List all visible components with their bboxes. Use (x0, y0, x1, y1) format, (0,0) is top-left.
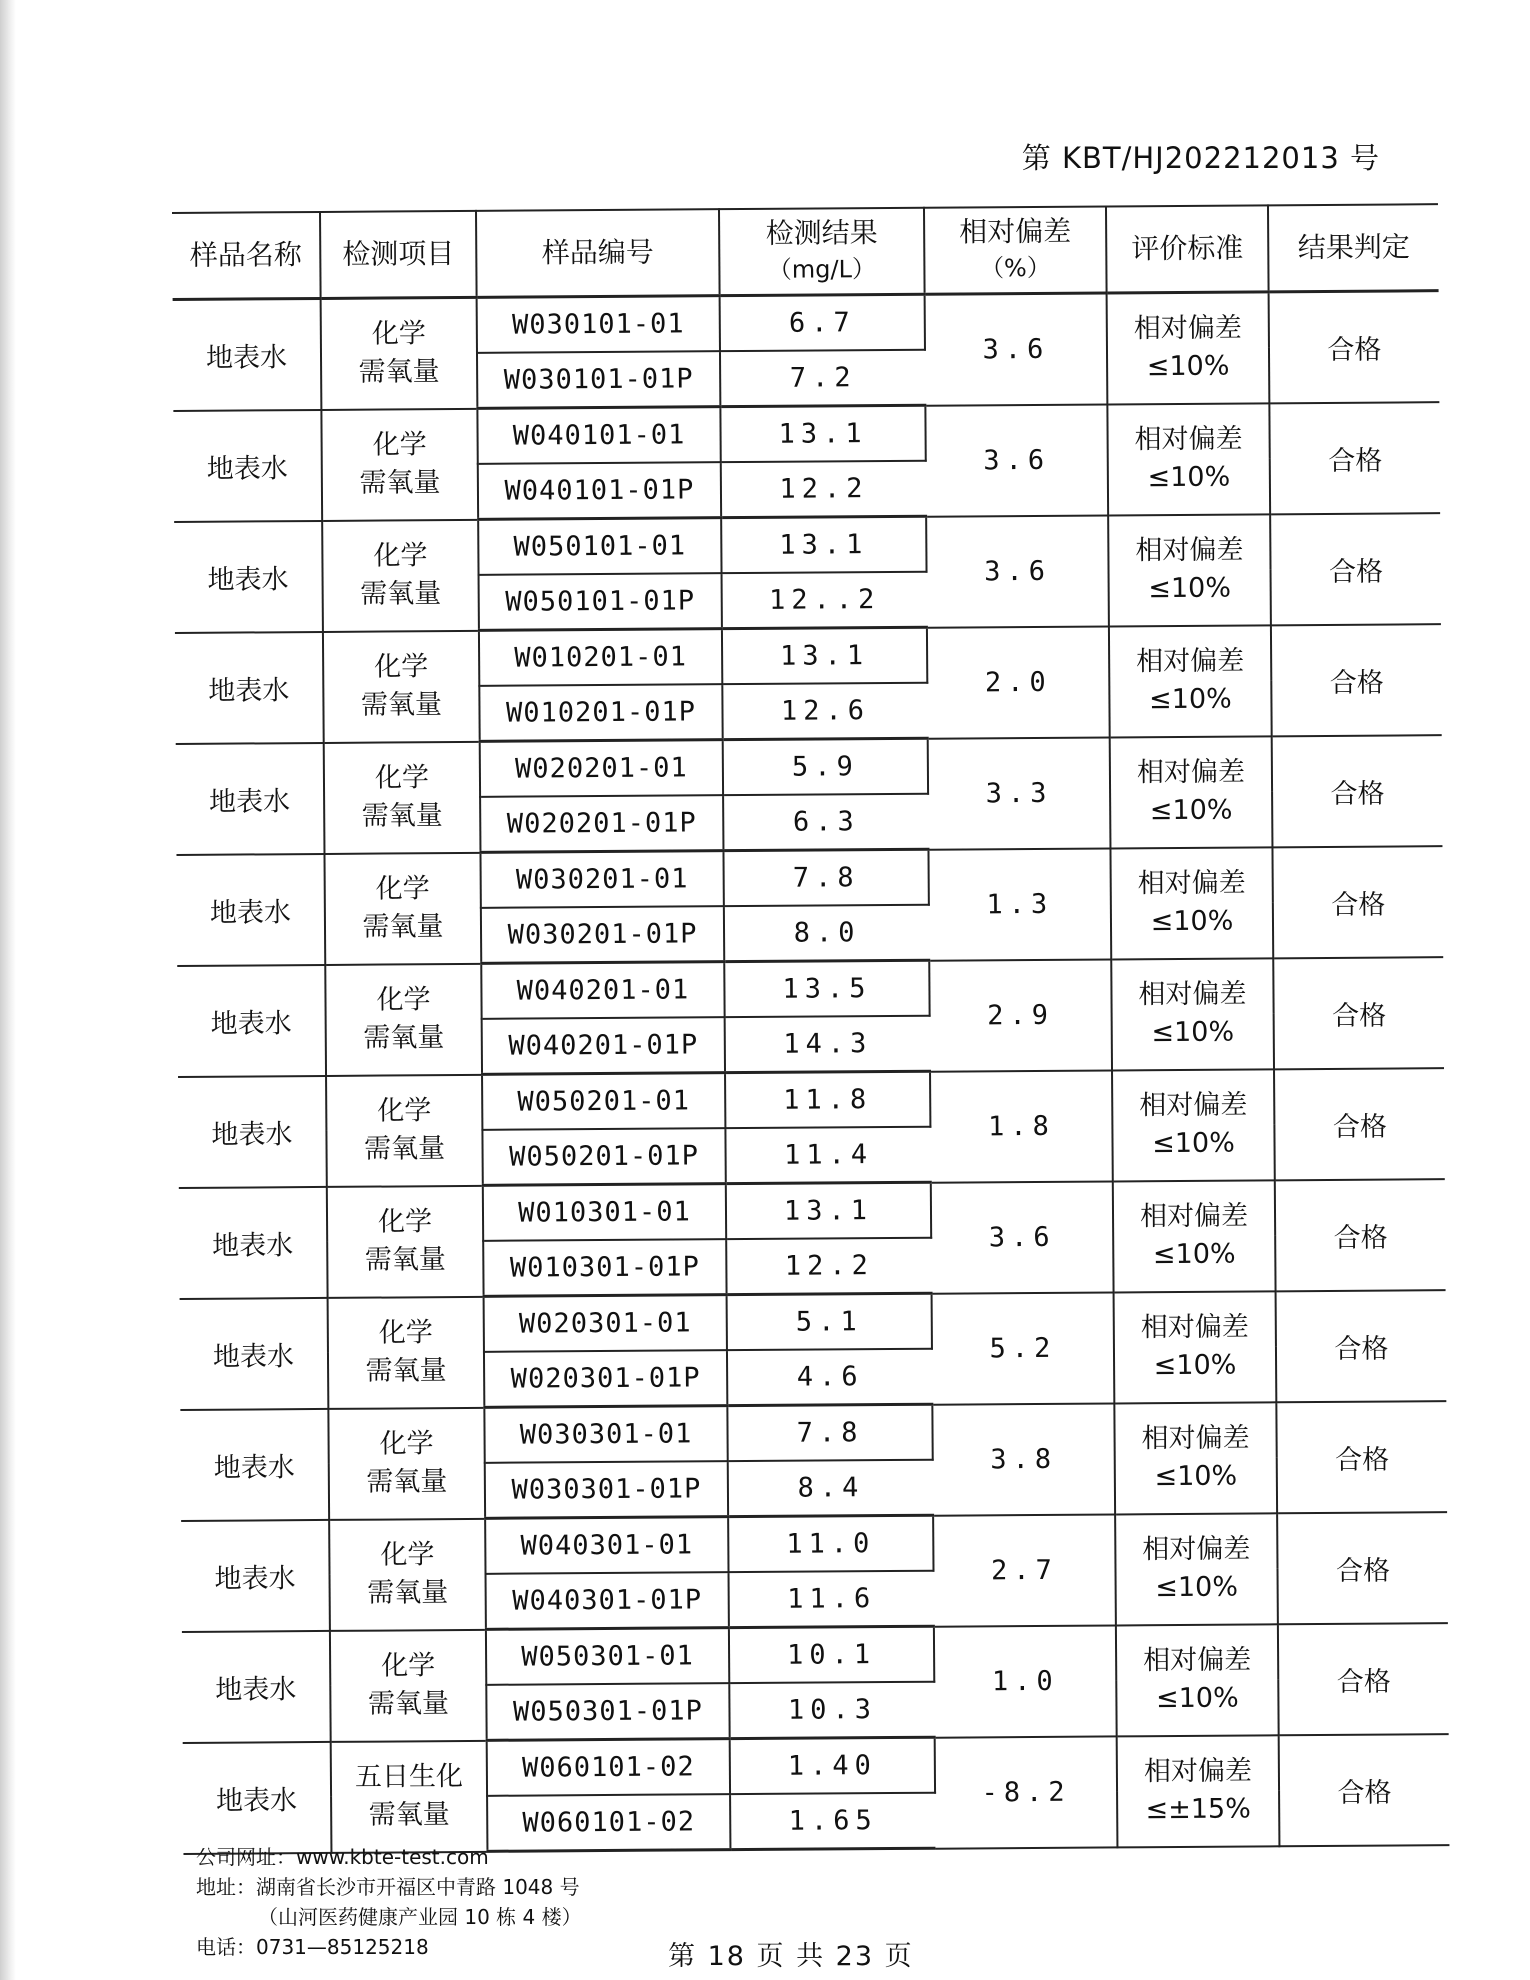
table-row (180, 1290, 1446, 1354)
test-item-line-2: 需氧量 (367, 1577, 449, 1609)
result-cell: 6.3 (723, 794, 928, 851)
standard-line-1: 相对偏差 (1138, 978, 1247, 1011)
sample-id-cell: W040201-01 (481, 962, 724, 1019)
standard-cell (1115, 1513, 1278, 1625)
result-cell: 13.1 (721, 516, 926, 573)
standard-line-2: ≤10% (1146, 350, 1230, 383)
table-row (183, 1734, 1449, 1798)
result-cell: 5.9 (723, 738, 928, 795)
page-number: 第 18 页 共 23 页 (668, 1941, 914, 1972)
sample-name-cell: 地表水 (178, 1075, 327, 1187)
footer-address: 地址：湖南省长沙市开福区中青路 1048 号 (196, 1875, 580, 1899)
sample-id-cell: W040301-01P (486, 1572, 729, 1629)
sample-id-cell: W030301-01P (485, 1461, 728, 1518)
result-cell: 13.5 (724, 960, 929, 1017)
test-item-line-1: 化学 (374, 762, 430, 794)
deviation-cell: 1.3 (928, 848, 1111, 960)
result-cell: 1.65 (730, 1793, 935, 1850)
header-result (719, 208, 925, 296)
sample-id-cell: W050201-01 (482, 1073, 725, 1130)
sample-id-cell: W010201-01 (479, 629, 722, 686)
sample-id-cell: W010201-01P (479, 684, 722, 741)
test-item-line-1: 化学 (379, 1428, 434, 1460)
footer-phone: 电话：0731—85125218 (196, 1935, 429, 1959)
result-cell: 14.3 (725, 1016, 930, 1073)
test-item-cell (329, 1518, 486, 1630)
test-item-cell (324, 741, 481, 853)
result-cell: 12.2 (726, 1238, 931, 1295)
test-item-line-1: 化学 (380, 1539, 435, 1571)
report-number: 第 KBT/HJ202212013 号 (1021, 141, 1380, 175)
standard-line-1: 相对偏差 (1133, 312, 1242, 345)
standard-line-2: ≤10% (1151, 1016, 1235, 1049)
deviation-cell: 2.9 (929, 959, 1112, 1071)
result-cell: 13.1 (726, 1182, 931, 1239)
table-row (178, 1068, 1444, 1132)
result-cell: 12.6 (722, 683, 927, 740)
standard-line-2: ≤10% (1148, 572, 1232, 605)
sample-id-cell: W060101-02 (487, 1794, 730, 1851)
result-cell: 4.6 (727, 1349, 932, 1406)
test-item-line-1: 化学 (378, 1317, 433, 1349)
test-item-line-1: 化学 (377, 1206, 433, 1238)
sample-id-cell: W010301-01 (483, 1184, 726, 1241)
test-item-line-1: 化学 (377, 1095, 432, 1127)
deviation-cell: 5.2 (932, 1292, 1115, 1404)
result-cell: 13.1 (720, 405, 925, 462)
standard-line-2: ≤±15% (1145, 1793, 1251, 1826)
standard-line-1: 相对偏差 (1143, 1755, 1253, 1788)
sample-id-cell: W040201-01P (482, 1017, 725, 1074)
header-standard: 评价标准 (1106, 205, 1269, 293)
test-item-line-1: 化学 (375, 873, 430, 905)
result-cell: 12..2 (722, 572, 927, 629)
table-row (179, 1179, 1445, 1243)
sample-id-cell: W020301-01P (484, 1350, 727, 1407)
result-cell: 7.8 (727, 1404, 932, 1461)
sample-id-cell: W030101-01 (477, 296, 720, 353)
test-item-line-1: 化学 (371, 318, 426, 350)
standard-cell (1114, 1291, 1277, 1403)
test-item-line-2: 需氧量 (368, 1799, 450, 1831)
footer-address-line-2: （山河医药健康产业园 10 栋 4 楼） (258, 1905, 582, 1929)
standard-line-1: 相对偏差 (1139, 1089, 1248, 1122)
standard-line-2: ≤10% (1152, 1238, 1236, 1271)
table-row (175, 624, 1441, 688)
table-row (173, 291, 1439, 355)
sample-name-cell: 地表水 (182, 1630, 331, 1742)
test-item-line-2: 需氧量 (360, 578, 442, 610)
table-row (177, 957, 1443, 1021)
table-header-row (172, 204, 1439, 299)
sample-name-cell: 地表水 (179, 1186, 328, 1298)
sample-id-cell: W030101-01P (477, 351, 720, 408)
table-row (173, 402, 1439, 466)
table-row (182, 1623, 1448, 1687)
judgement-cell: 合格 (1277, 1512, 1448, 1624)
deviation-cell: 3.6 (931, 1181, 1114, 1293)
standard-line-2: ≤10% (1152, 1127, 1235, 1160)
table-row (181, 1512, 1447, 1576)
deviation-cell: 2.0 (927, 626, 1110, 738)
test-item-line-2: 需氧量 (360, 689, 443, 721)
test-item-cell (328, 1296, 485, 1408)
sample-id-cell: W040101-01P (478, 462, 721, 519)
standard-line-1: 相对偏差 (1143, 1644, 1252, 1677)
sample-id-cell: W030201-01P (481, 906, 724, 963)
judgement-cell: 合格 (1273, 957, 1444, 1069)
sample-id-cell: W050101-01P (479, 573, 722, 630)
test-item-line-2: 需氧量 (366, 1466, 448, 1498)
sample-id-cell: W050101-01 (478, 518, 721, 575)
sample-id-cell: W050301-01 (486, 1628, 729, 1685)
judgement-cell: 合格 (1271, 624, 1442, 736)
test-item-line-1: 化学 (374, 651, 429, 683)
sample-id-cell: W020201-01 (480, 740, 723, 797)
standard-line-1: 相对偏差 (1140, 1311, 1249, 1344)
test-item-line-2: 需氧量 (362, 911, 444, 943)
deviation-cell: 1.8 (930, 1070, 1113, 1182)
test-item-line-2: 需氧量 (365, 1355, 447, 1387)
sample-id-cell: W040101-01 (477, 407, 720, 464)
test-item-cell (327, 1185, 484, 1297)
header-result-label: 检测结果 (765, 216, 878, 250)
standard-line-2: ≤10% (1155, 1682, 1239, 1715)
result-cell: 7.2 (720, 350, 925, 407)
judgement-cell: 合格 (1276, 1290, 1447, 1402)
header-test-item: 检测项目 (320, 211, 477, 299)
standard-cell (1116, 1624, 1279, 1736)
judgement-cell: 合格 (1278, 1623, 1449, 1735)
judgement-cell: 合格 (1269, 402, 1440, 514)
standard-line-2: ≤10% (1147, 461, 1231, 494)
table-row (174, 513, 1440, 577)
judgement-cell: 合格 (1270, 513, 1441, 625)
sample-name-cell: 地表水 (173, 409, 322, 521)
result-cell: 11.0 (728, 1515, 933, 1572)
standard-cell (1114, 1402, 1277, 1514)
result-cell: 8.4 (728, 1460, 933, 1517)
standard-line-1: 相对偏差 (1136, 756, 1246, 789)
standard-cell (1110, 736, 1273, 848)
deviation-cell: 3.3 (928, 737, 1111, 849)
result-cell: 13.1 (722, 627, 927, 684)
standard-cell (1113, 1180, 1276, 1292)
deviation-cell: 3.6 (925, 293, 1108, 405)
standard-cell (1112, 1069, 1275, 1181)
test-item-line-1: 化学 (373, 540, 428, 572)
test-item-line-2: 需氧量 (359, 467, 441, 499)
result-cell: 11.4 (725, 1127, 930, 1184)
sample-id-cell: W060101-02 (487, 1739, 730, 1796)
sample-name-cell: 地表水 (177, 964, 326, 1076)
judgement-cell: 合格 (1269, 291, 1440, 403)
standard-line-2: ≤10% (1148, 683, 1232, 716)
scan-edge-shadow (0, 0, 16, 1980)
test-item-cell (324, 852, 481, 964)
sample-name-cell: 地表水 (183, 1741, 332, 1853)
test-item-cell (330, 1629, 487, 1741)
sample-id-cell: W020301-01 (484, 1295, 727, 1352)
standard-cell (1107, 292, 1270, 404)
result-cell: 11.8 (725, 1071, 930, 1128)
result-cell: 7.8 (723, 849, 928, 906)
test-item-cell (322, 519, 479, 631)
sample-id-cell: W020201-01P (480, 795, 723, 852)
header-result-unit: （mg/L） (767, 255, 877, 284)
test-item-cell (328, 1407, 485, 1519)
standard-line-2: ≤10% (1153, 1349, 1237, 1382)
table-body (173, 291, 1450, 1854)
standard-cell (1108, 514, 1271, 626)
standard-line-1: 相对偏差 (1141, 1422, 1250, 1455)
result-cell: 11.6 (729, 1571, 934, 1628)
header-deviation (924, 206, 1107, 294)
sample-name-cell: 地表水 (173, 298, 322, 410)
deviation-cell: 1.0 (934, 1625, 1117, 1737)
sample-id-cell: W030201-01 (480, 851, 723, 908)
standard-cell (1111, 958, 1274, 1070)
test-item-cell (331, 1740, 488, 1852)
standard-line-1: 相对偏差 (1135, 534, 1244, 567)
sample-id-cell: W040301-01 (485, 1517, 728, 1574)
test-item-cell (321, 408, 478, 520)
test-item-line-2: 需氧量 (361, 800, 443, 832)
result-cell: 10.1 (729, 1626, 934, 1683)
standard-line-1: 相对偏差 (1134, 423, 1243, 456)
deviation-cell: 2.7 (933, 1514, 1116, 1626)
header-judgement: 结果判定 (1268, 204, 1439, 292)
standard-line-1: 相对偏差 (1136, 645, 1245, 678)
sample-name-cell: 地表水 (175, 631, 324, 743)
deviation-cell: 3.6 (926, 515, 1109, 627)
judgement-cell: 合格 (1274, 1068, 1445, 1180)
judgement-cell: 合格 (1272, 735, 1443, 847)
standard-cell (1109, 625, 1272, 737)
result-cell: 8.0 (724, 905, 929, 962)
test-item-cell (326, 1074, 483, 1186)
test-results-table (172, 203, 1449, 1855)
sample-id-cell: W030301-01 (484, 1406, 727, 1463)
sample-id-cell: W010301-01P (483, 1239, 726, 1296)
table-row (176, 846, 1442, 910)
standard-cell (1110, 847, 1273, 959)
standard-line-2: ≤10% (1155, 1571, 1239, 1604)
standard-line-1: 相对偏差 (1139, 1200, 1249, 1233)
test-item-cell (325, 963, 482, 1075)
result-cell: 6.7 (720, 294, 925, 351)
sample-name-cell: 地表水 (181, 1519, 330, 1631)
header-sample-name: 样品名称 (172, 212, 321, 300)
standard-line-2: ≤10% (1149, 794, 1233, 827)
judgement-cell: 合格 (1272, 846, 1443, 958)
result-cell: 12.2 (721, 461, 926, 518)
sample-name-cell: 地表水 (180, 1408, 329, 1520)
result-cell: 10.3 (729, 1682, 934, 1739)
test-item-line-1: 化学 (372, 429, 427, 461)
judgement-cell: 合格 (1279, 1734, 1450, 1846)
deviation-cell: -8.2 (935, 1736, 1118, 1848)
header-deviation-label: 相对偏差 (959, 214, 1072, 249)
result-cell: 5.1 (727, 1293, 932, 1350)
standard-line-1: 相对偏差 (1137, 867, 1246, 900)
test-item-line-1: 化学 (381, 1650, 436, 1682)
table-row (176, 735, 1442, 799)
sample-name-cell: 地表水 (176, 742, 325, 854)
test-item-line-2: 需氧量 (358, 356, 440, 388)
table-row (180, 1401, 1446, 1465)
sample-id-cell: W050301-01P (486, 1683, 729, 1740)
test-item-line-1: 五日生化 (354, 1761, 464, 1793)
header-sample-id: 样品编号 (476, 209, 720, 297)
standard-line-2: ≤10% (1154, 1460, 1238, 1493)
sample-name-cell: 地表水 (176, 853, 325, 965)
deviation-cell: 3.8 (932, 1403, 1115, 1515)
test-item-cell (321, 297, 478, 409)
sample-id-cell: W050201-01P (482, 1128, 725, 1185)
result-cell: 1.40 (730, 1737, 935, 1794)
standard-cell (1107, 403, 1270, 515)
footer-website: 公司网址：www.kbte-test.com (196, 1845, 489, 1869)
test-item-line-2: 需氧量 (363, 1133, 446, 1165)
test-item-line-2: 需氧量 (364, 1244, 446, 1276)
test-item-line-2: 需氧量 (363, 1022, 445, 1054)
sample-name-cell: 地表水 (174, 520, 323, 632)
sample-name-cell: 地表水 (180, 1297, 329, 1409)
test-item-cell (323, 630, 480, 742)
standard-line-1: 相对偏差 (1142, 1533, 1251, 1566)
judgement-cell: 合格 (1275, 1179, 1446, 1291)
standard-cell (1117, 1735, 1280, 1847)
test-item-line-2: 需氧量 (367, 1688, 450, 1720)
header-deviation-unit: （%） (979, 253, 1051, 283)
test-item-line-1: 化学 (376, 984, 431, 1016)
footer (196, 1842, 582, 1962)
deviation-cell: 3.6 (925, 404, 1108, 516)
judgement-cell: 合格 (1276, 1401, 1447, 1513)
standard-line-2: ≤10% (1150, 905, 1234, 938)
